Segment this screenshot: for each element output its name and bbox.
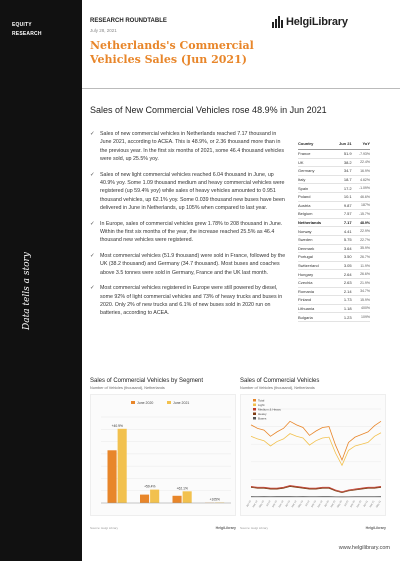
chart1-area [90, 394, 236, 516]
x-tick-label: May 19 [297, 500, 304, 509]
legend-label: Buses [258, 416, 267, 421]
x-tick-label: Sep 18 [271, 500, 278, 509]
x-tick-label: Mar 21 [369, 500, 376, 508]
bar [183, 491, 192, 503]
data-label: +40.9% [111, 423, 123, 428]
cell-value: 1.73 [332, 296, 354, 305]
sidebar-label-equity: EQUITY [12, 22, 32, 28]
cell-yoy: 26.7% [354, 253, 370, 262]
chart2-title: Sales of Commercial Vehicles [240, 378, 320, 384]
logo-text: HelgiLibrary [286, 16, 348, 28]
cell-value: 4.41 [332, 227, 354, 236]
bar [140, 495, 149, 503]
cell-yoy: 21.9% [354, 278, 370, 287]
table-row [298, 296, 370, 305]
x-tick-label: Nov 19 [316, 500, 324, 509]
legend-swatch [253, 404, 256, 407]
cell-country: Norway [298, 227, 332, 236]
legend-label: June 2020 [137, 401, 154, 405]
x-tick-label: May 20 [336, 500, 343, 509]
cell-yoy: 35.9% [354, 244, 370, 253]
table-row [298, 313, 370, 322]
legend-label: Medium & Heavy [258, 407, 281, 412]
data-label: +62.1% [176, 486, 188, 491]
legend-swatch [253, 408, 256, 411]
cell-yoy: 109% [354, 313, 370, 322]
chart2-subtitle: Number of Vehicles (thousand), Netherlands [240, 386, 315, 390]
x-tick-label: Sep 20 [349, 500, 356, 509]
timeline-chart [240, 378, 386, 530]
x-tick-label: Jan 18 [245, 500, 252, 508]
chart2-area [240, 394, 386, 516]
cell-country: Romania [298, 287, 332, 296]
cell-value: 10.1 [332, 192, 354, 201]
cell-value: 5.75 [332, 235, 354, 244]
cell-country: UK [298, 158, 332, 167]
cell-country: Finland [298, 296, 332, 305]
cell-value: 34.7 [332, 167, 354, 176]
cell-yoy: -1.09% [354, 184, 370, 193]
table-row [298, 150, 370, 159]
cell-country: France [298, 150, 332, 159]
table-row [298, 287, 370, 296]
x-tick-label: May 18 [258, 500, 265, 509]
legend-swatch [253, 413, 256, 416]
table-row [298, 235, 370, 244]
chart2-source: Source: Helgi Library [240, 526, 269, 530]
cell-yoy: 22.9% [354, 227, 370, 236]
cell-value: 38.2 [332, 158, 354, 167]
cell-country: Portugal [298, 253, 332, 262]
x-tick-label: May 21 [375, 500, 382, 509]
legend-swatch [167, 401, 171, 404]
cell-country: Austria [298, 201, 332, 210]
cell-country: Netherlands [298, 218, 332, 227]
cell-country: Bulgaria [298, 313, 332, 322]
series-line [251, 433, 381, 466]
check-icon: ✓ [90, 171, 95, 178]
segment-chart [90, 378, 236, 530]
sidebar-slogan: Data tells a story [22, 252, 32, 330]
cell-value: 9.87 [332, 201, 354, 210]
legend-label: Heavy [258, 412, 267, 416]
table-row [298, 201, 370, 210]
cell-value: 7.17 [332, 218, 354, 227]
cell-yoy: 22.4% [354, 158, 370, 167]
header-date: July 28, 2021 [90, 28, 117, 33]
series-line [251, 486, 381, 492]
cell-country: Italy [298, 175, 332, 184]
legend-label: Light [258, 403, 265, 407]
cell-yoy: 22.7% [354, 235, 370, 244]
cell-value: 18.7 [332, 175, 354, 184]
legend-label: Total [258, 398, 265, 403]
x-tick-label: Mar 20 [330, 500, 337, 508]
cell-yoy: 46.6% [354, 192, 370, 201]
header [82, 0, 400, 88]
col-country: Country [298, 140, 332, 150]
country-table [298, 140, 370, 322]
cell-value: 51.9 [332, 150, 354, 159]
chart2-logo: HelgiLibrary [365, 526, 386, 530]
cell-value: 3.50 [332, 253, 354, 262]
x-tick-label: Jul 19 [304, 500, 311, 508]
legend-swatch [253, 399, 256, 402]
x-tick-label: Jan 19 [284, 500, 291, 508]
table-row [298, 261, 370, 270]
sidebar-label-research: RESEARCH [12, 31, 42, 37]
header-divider [82, 88, 400, 89]
x-tick-label: Mar 18 [252, 500, 259, 508]
chart1-title: Sales of Commercial Vehicles by Segment [90, 378, 204, 384]
logo-bars-icon [272, 16, 283, 28]
x-tick-label: Mar 19 [291, 500, 298, 508]
cell-value: 3.64 [332, 244, 354, 253]
list-item: ✓ In Europe, sales of commercial vehicles grew 1.78% to 208 thousand in June. Within the first six months of the year, the increase reached 25.5% as 46.4 thousand new vehicles were registered. [90, 220, 283, 244]
x-tick-label: Jan 20 [323, 500, 330, 508]
cell-value: 2.64 [332, 270, 354, 279]
cell-yoy: -15.7% [354, 210, 370, 219]
list-item: ✓ Most commercial vehicles registered in Europe were still powered by diesel, some 92% of light commercial vehicles and 73% of heavy trucks and buses in 2020. Only 2% of new trucks and 6.1% of new buses sold in 2020 run on batteries, according to ACEA. [90, 285, 283, 317]
x-tick-label: Nov 18 [277, 500, 285, 509]
header-kicker: RESEARCH ROUNDTABLE [90, 18, 167, 24]
cell-value: 1.23 [332, 313, 354, 322]
table-row [298, 244, 370, 253]
cell-yoy: 187% [354, 201, 370, 210]
cell-country: Denmark [298, 244, 332, 253]
cell-country: Germany [298, 167, 332, 176]
x-tick-label: Jan 21 [362, 500, 369, 508]
cell-country: Poland [298, 192, 332, 201]
page-title: Netherlands's Commercial Vehicles Sales (Jun 2021) [90, 39, 254, 66]
table-row [298, 184, 370, 193]
table-body [298, 150, 370, 322]
cell-value: 17.2 [332, 184, 354, 193]
cell-yoy: 11.9% [354, 261, 370, 270]
legend-swatch [131, 401, 135, 404]
x-tick-label: Nov 20 [355, 500, 363, 509]
x-tick-label: Jul 20 [343, 500, 350, 508]
data-label: +105% [209, 497, 220, 502]
cell-yoy: 4.62% [354, 175, 370, 184]
table-row [298, 278, 370, 287]
legend-label: June 2021 [173, 401, 190, 405]
cell-yoy: 48.9% [354, 218, 370, 227]
cell-value: 1.18 [332, 304, 354, 313]
table-row [298, 210, 370, 219]
bullet-list [90, 130, 288, 325]
table-row [298, 253, 370, 262]
cell-yoy: 34.7% [354, 287, 370, 296]
table-row [298, 304, 370, 313]
cell-country: Belgium [298, 210, 332, 219]
check-icon: ✓ [90, 131, 95, 137]
table-row [298, 158, 370, 167]
table-row [298, 192, 370, 201]
col-jun21: Jun 21 [332, 140, 354, 150]
cell-yoy: 15.9% [354, 296, 370, 305]
cell-country: Switzerland [298, 261, 332, 270]
check-icon: ✓ [90, 252, 95, 259]
series-line [251, 486, 381, 492]
cell-country: Czechia [298, 278, 332, 287]
bar [150, 490, 159, 503]
table-row [298, 270, 370, 279]
x-tick-label: Sep 19 [310, 500, 317, 509]
chart1-subtitle: Number of Vehicles (thousand), Netherlands [90, 386, 165, 390]
cell-country: Spain [298, 184, 332, 193]
bar [108, 450, 117, 503]
list-item: ✓ Sales of new commercial vehicles in Netherlands reached 7.17 thousand in June 2021, according to ACEA. This is 48.9%, or 2.36 thousand more than in the previous year. In the first six months of 2021, some 46.4 thousand vehicles were sold, up 25.5% yoy. [90, 131, 285, 163]
cell-value: 2.14 [332, 287, 354, 296]
cell-yoy: 16.9% [354, 167, 370, 176]
x-tick-label: Jul 18 [265, 500, 272, 508]
check-icon: ✓ [90, 285, 95, 292]
chart1-svg [91, 395, 237, 517]
cell-country: Lithuania [298, 304, 332, 313]
cell-country: Hungary [298, 270, 332, 279]
list-item: ✓ Sales of new light commercial vehicles reached 6.04 thousand in June, up 40.9% yoy. Some 1.09 thousand medium and heavy commercial vehicles were registered (up 59.4% yoy) while sales of heavy vehicles amounted to 0.951 thousand vehicles, up 62.1% yoy. Some 0.039 thousand new buses have been delivered in June in Netherlands, up 105% when compared to last year. [90, 171, 285, 212]
sidebar [0, 0, 82, 561]
check-icon: ✓ [90, 220, 95, 227]
subheadline: Sales of New Commercial Vehicles rose 48.9% in Jun 2021 [90, 105, 327, 115]
cell-value: 7.57 [332, 210, 354, 219]
col-yoy: YoY [354, 140, 370, 150]
cell-country: Sweden [298, 235, 332, 244]
table-row [298, 227, 370, 236]
cell-yoy: 26.6% [354, 270, 370, 279]
table-row [298, 167, 370, 176]
bar [118, 429, 127, 503]
chart1-source: Source: Helgi Library [90, 526, 119, 530]
table-row [298, 175, 370, 184]
cell-value: 3.05 [332, 261, 354, 270]
legend-swatch [253, 417, 256, 420]
list-item: ✓ Most commercial vehicles (51.9 thousand) were sold in France, followed by the UK (38.2 thousand) and Germany (34.7 thousand). Most buses and coaches above 3.5 tonnes were sold in Germany, France and the UK last month. [90, 252, 286, 276]
table-header-row [298, 140, 370, 150]
cell-yoy: -7.93% [354, 150, 370, 159]
chart1-logo: HelgiLibrary [215, 526, 236, 530]
cell-value: 2.63 [332, 278, 354, 287]
helgi-logo[interactable] [272, 16, 348, 28]
data-label: +59.4% [144, 484, 156, 489]
table-row [298, 218, 370, 227]
cell-yoy: 400% [354, 304, 370, 313]
footer-url[interactable]: www.helgilibrary.com [338, 545, 390, 551]
bar [173, 496, 182, 503]
chart2-svg [241, 395, 387, 517]
